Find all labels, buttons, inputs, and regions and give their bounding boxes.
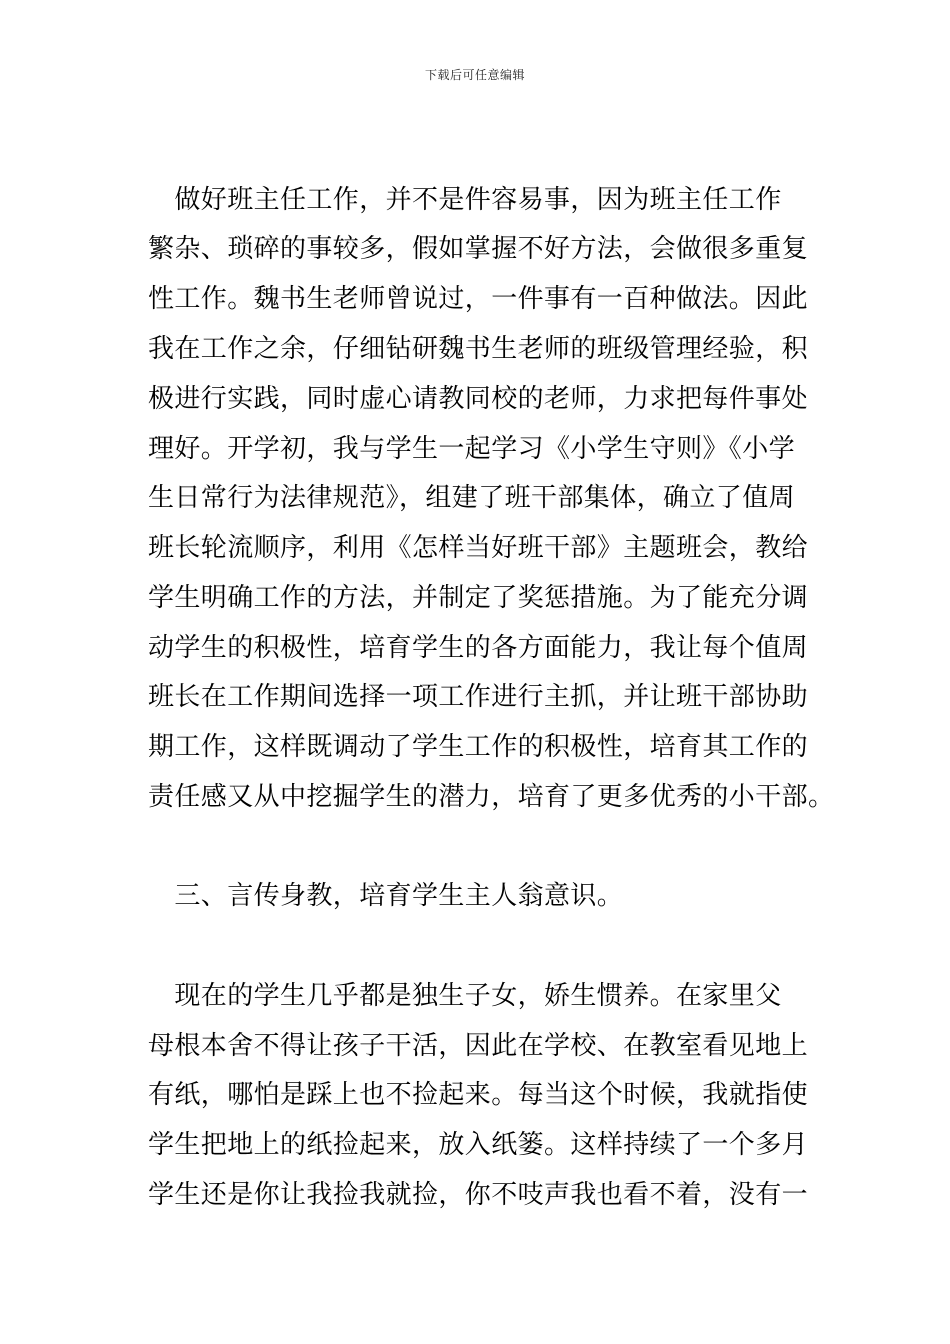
- paragraph-line: 我在工作之余，仔细钻研魏书生老师的班级管理经验，积: [148, 334, 809, 364]
- paragraph-line: 性工作。魏书生老师曾说过，一件事有一百种做法。因此: [148, 284, 809, 314]
- paragraph-line: 现在的学生几乎都是独生子女，娇生惯养。在家里父: [148, 981, 782, 1011]
- paragraph-line: 班长轮流顺序，利用《怎样当好班干部》主题班会，教给: [148, 533, 809, 563]
- paragraph-line: 有纸，哪怕是踩上也不捡起来。每当这个时候，我就指使: [148, 1080, 809, 1110]
- paragraph-line: 责任感又从中挖掘学生的潜力，培育了更多优秀的小干部。: [148, 782, 835, 812]
- paragraph-line: 学生把地上的纸捡起来，放入纸篓。这样持续了一个多月: [148, 1130, 809, 1160]
- paragraph-line: 繁杂、琐碎的事较多，假如掌握不好方法，会做很多重复: [148, 234, 809, 264]
- paragraph-line: 极进行实践，同时虚心请教同校的老师，力求把每件事处: [148, 384, 809, 414]
- paragraph-line: 班长在工作期间选择一项工作进行主抓，并让班干部协助: [148, 682, 809, 712]
- paragraph-line: 母根本舍不得让孩子干活，因此在学校、在教室看见地上: [148, 1031, 809, 1061]
- paragraph-line: 生日常行为法律规范》，组建了班干部集体，确立了值周: [148, 483, 796, 513]
- section-heading: 三、言传身教，培育学生主人翁意识。: [148, 881, 624, 911]
- paragraph-line: 期工作，这样既调动了学生工作的积极性，培育其工作的: [148, 732, 809, 762]
- paragraph-line: 做好班主任工作，并不是件容易事，因为班主任工作: [148, 185, 782, 215]
- paragraph-line: 动学生的积极性，培育学生的各方面能力，我让每个值周: [148, 633, 809, 663]
- page-header: 下载后可任意编辑: [424, 68, 525, 82]
- paragraph-line: 学生明确工作的方法，并制定了奖惩措施。为了能充分调: [148, 583, 809, 613]
- paragraph-line: 学生还是你让我捡我就捡，你不吱声我也看不着，没有一: [148, 1180, 809, 1210]
- paragraph-line: 理好。开学初，我与学生一起学习《小学生守则》《小学: [148, 434, 796, 464]
